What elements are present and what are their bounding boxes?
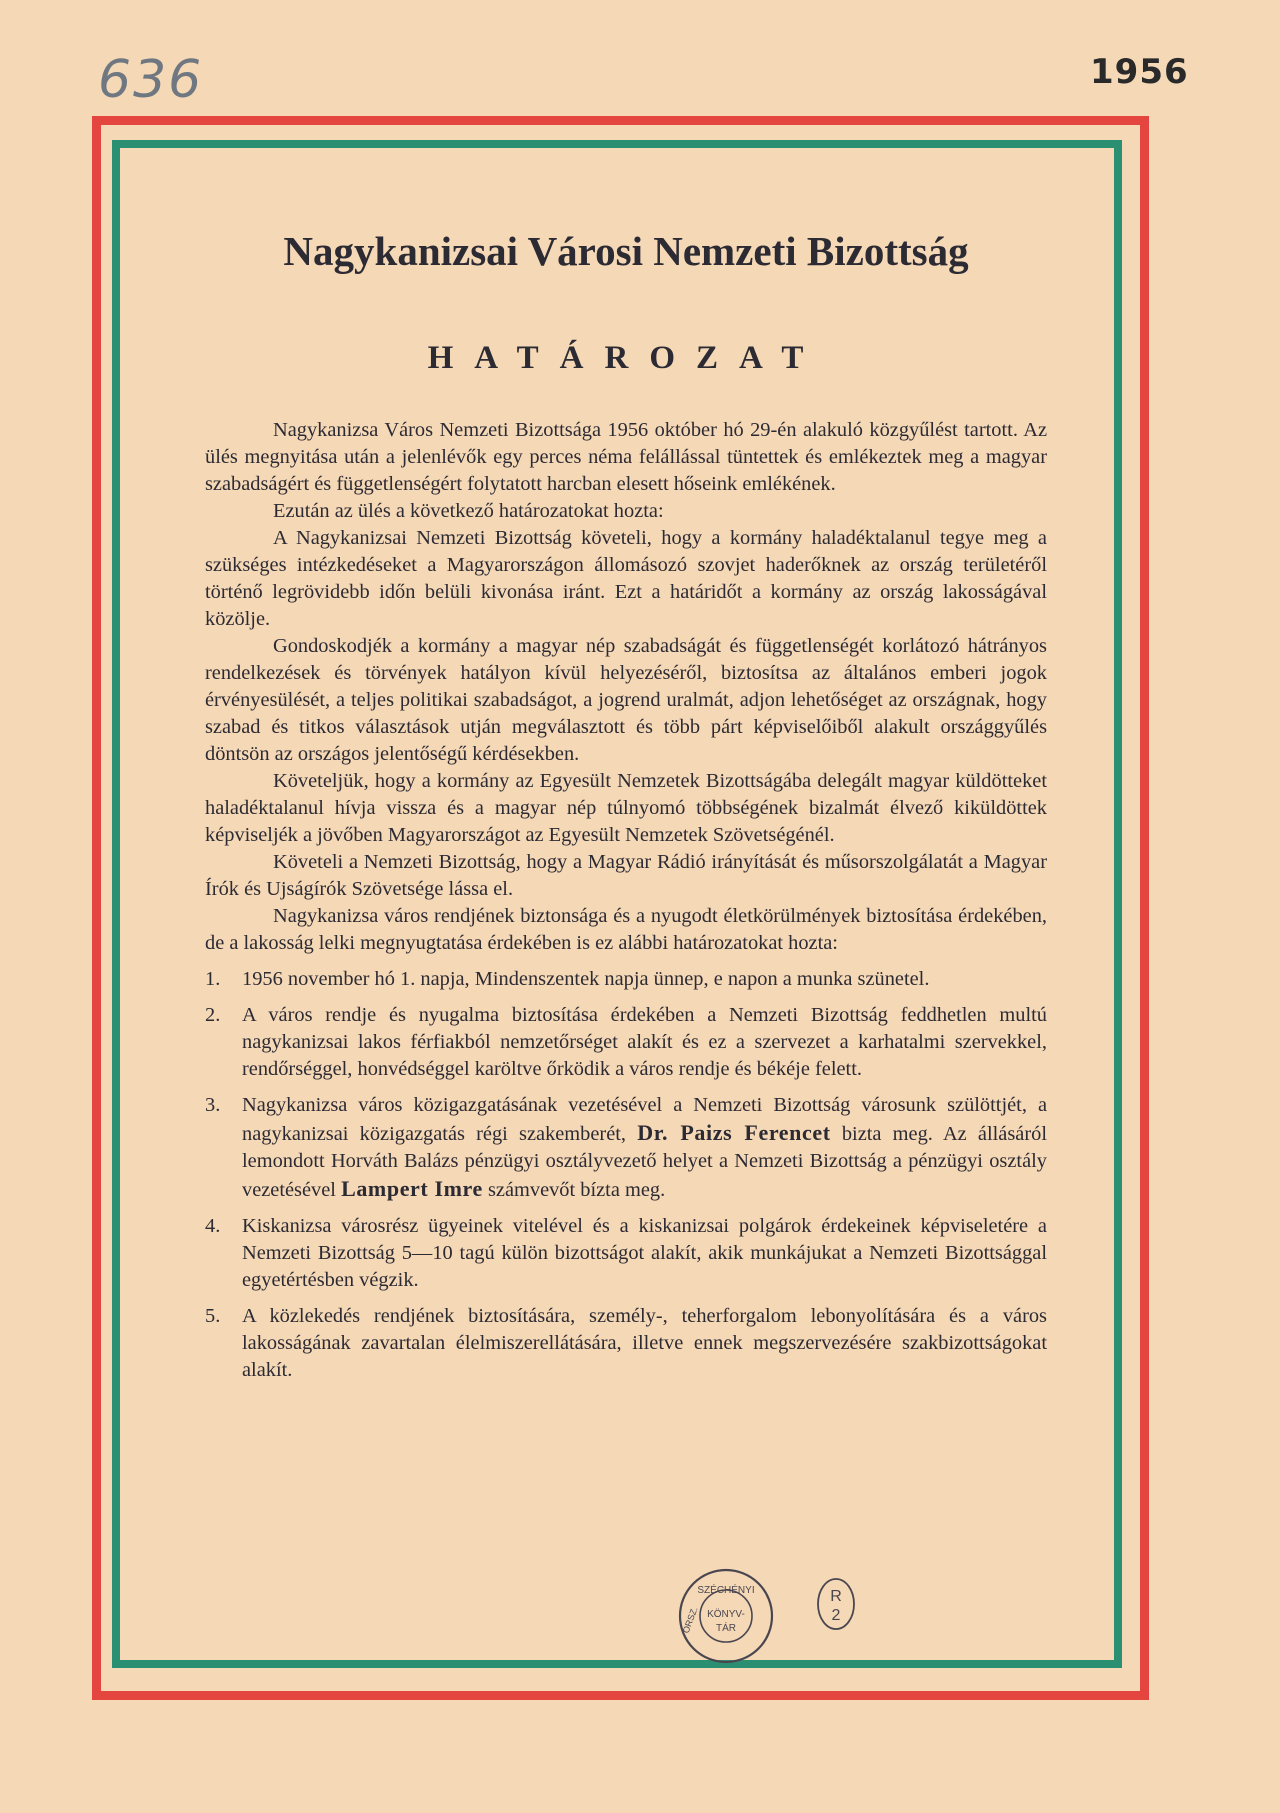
list-item	[205, 1303, 1047, 1384]
svg-text:KÖNYV-: KÖNYV-	[707, 1609, 745, 1620]
list-item	[205, 1092, 1047, 1204]
shelf-mark-stamp	[815, 1576, 857, 1632]
list-item-number: 1.	[205, 968, 221, 990]
list-item-text: A város rendje és nyugalma biztosítása érdekében a Nemzeti Bizottság feddhetlen multú nagykanizsai lakos férfiakból nemzetőrséget alakít és ez a szervezet a karhatalmi szervekkel, rendőrséggel, honvédséggel karöltve őrködik a város rendje és békéje felett.	[242, 1004, 1047, 1080]
outer-frame-bottom	[92, 1691, 1149, 1700]
list-item-text	[242, 1092, 1047, 1204]
inner-frame-bottom	[112, 1660, 1122, 1668]
svg-text:SZÉCHÉNYI: SZÉCHÉNYI	[697, 1585, 755, 1596]
list-item	[205, 1213, 1047, 1294]
document-heading: HATÁROZAT	[427, 340, 825, 376]
paragraph: Gondoskodjék a kormány a magyar nép szabadságát és függetlenségét korlátozó hátrányos rendelkezések és törvények hatályon kívül helyezéséről, biztosítsa az általános emberi jogok érvényesülését, a teljes politikai szabadságot, a jogrend uralmát, adjon lehetőséget az országnak, hogy szabad és titkos választások utján megválasztott és több párt képviselőiből alakult országgyűlés döntsön az országos jelentőségű kérdésekben.	[205, 635, 1047, 765]
paragraph: Nagykanizsa város rendjének biztonsága és a nyugodt életkörülmények biztosítása érdekében, de a lakosság lelki megnyugtatása érdekében is ez alábbi határozatokat hozta:	[205, 905, 1047, 954]
resolution-list	[205, 966, 1047, 1384]
list-item-text: 1956 november hó 1. napja, Mindenszentek napja ünnep, e napon a munka szünetel.	[242, 968, 930, 990]
svg-text:ORSZ.: ORSZ.	[680, 1605, 700, 1635]
paragraph: A Nagykanizsai Nemzeti Bizottság követeli, hogy a kormány haladéktalanul tegye meg a szükséges intézkedéseket a Magyarországon állomásozó szovjet haderőknek az ország területéről történő legrövidebb időn belüli kivonása iránt. Ezt a határidőt a kormány az ország lakosságával közölje.	[205, 527, 1047, 630]
paragraph: Ezután az ülés a következő határozatokat hozta:	[273, 500, 664, 522]
paragraph: Nagykanizsa Város Nemzeti Bizottsága 1956 október hó 29-én alakuló közgyűlést tartott. Az ülés megnyitása után a jelenlévők egy perces néma felállással tüntettek és emlékeztek meg a magyar szabadságért és függetlenségért folytatott harcban elesett hőseink emlékének.	[205, 419, 1047, 495]
document-body	[205, 417, 1047, 1384]
list-item-text-part: számvevőt bízta meg.	[482, 1179, 666, 1201]
list-item-text-part: Nagykanizsa város közigazgatásának vezetésével a Nemzeti Bizottság városunk szülöttjét, a nagykanizsai közigazgatás régi szakemberét,	[242, 1094, 1047, 1145]
library-stamp	[675, 1565, 777, 1667]
list-item-text-part: bizta meg. Az állásáról lemondott Horváth Balázs pénzügyi osztályvezető helyet a Nemzeti Bizottság a pénzügyi osztály vezetésével	[242, 1123, 1047, 1201]
document-content	[205, 225, 1047, 1393]
paragraph: Követeljük, hogy a kormány az Egyesült Nemzetek Bizottságába delegált magyar küldötteket haladéktalanul hívja vissza és a magyar nép túlnyomó többségének bizalmát élvező kiküldöttek képviseljék a jövőben Magyarországot az Egyesült Nemzetek Szövetségénél.	[205, 770, 1047, 846]
outer-frame-right	[1140, 116, 1149, 1700]
inner-frame-right	[1114, 140, 1122, 1668]
list-item	[205, 1002, 1047, 1083]
list-item-number: 4.	[205, 1215, 221, 1237]
list-item-number: 3.	[205, 1094, 221, 1116]
list-item-number: 2.	[205, 1004, 221, 1026]
inner-frame-top	[112, 140, 1122, 148]
year-stamp: 1956	[1090, 52, 1189, 92]
list-item	[205, 966, 1047, 993]
document-title: Nagykanizsai Városi Nemzeti Bizottság	[283, 228, 969, 274]
svg-text:2: 2	[831, 1607, 841, 1624]
inner-frame-left	[112, 140, 120, 1668]
list-item-text: A közlekedés rendjének biztosítására, személy-, teherforgalom lebonyolítására és a város lakosságának zavartalan élelmiszerellátására, illetve ennek megszervezésére szakbizottságokat alakít.	[242, 1305, 1047, 1381]
list-item-text: Kiskanizsa városrész ügyeinek vitelével és a kiskanizsai polgárok érdekeinek képviseletére a Nemzeti Bizottság 5—10 tagú külön bizottságot alakít, akik munkájukat a Nemzeti Bizottsággal egyetértésben végzik.	[242, 1215, 1047, 1291]
handwritten-catalog-number: 636	[98, 50, 204, 110]
appointee-name: Dr. Paizs Ferencet	[637, 1120, 831, 1145]
list-item-number: 5.	[205, 1305, 221, 1327]
svg-text:TÁR: TÁR	[716, 1623, 736, 1634]
svg-text:R: R	[830, 1588, 842, 1605]
paragraph: Követeli a Nemzeti Bizottság, hogy a Magyar Rádió irányítását és műsorszolgálatát a Magyar Írók és Ujságírók Szövetsége lássa el.	[205, 851, 1047, 900]
outer-frame-top	[92, 116, 1149, 125]
appointee-name: Lampert Imre	[341, 1176, 483, 1201]
outer-frame-left	[92, 116, 101, 1700]
